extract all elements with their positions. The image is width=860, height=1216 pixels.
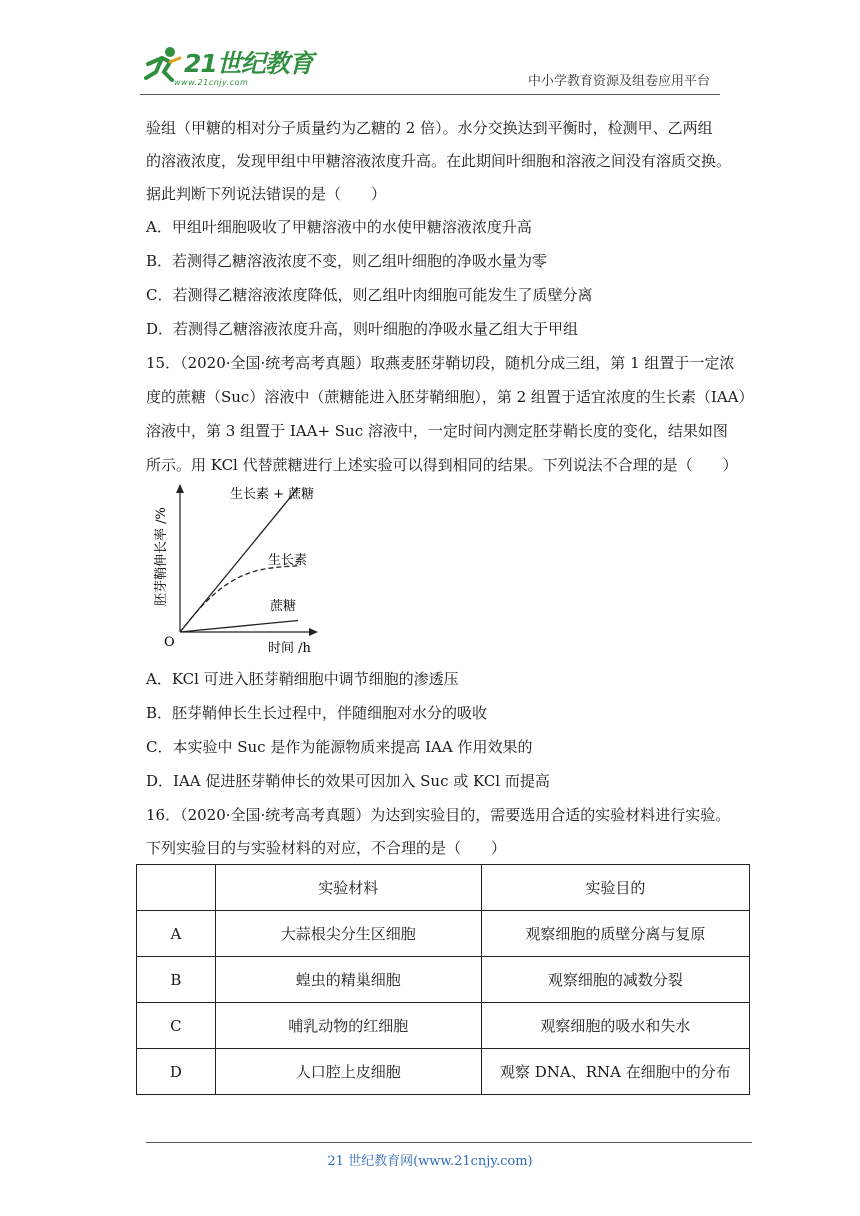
q15-option-a: A．KCl 可进入胚芽鞘细胞中调节细胞的渗透压 (146, 670, 459, 688)
table-row (137, 1003, 750, 1049)
table-header-row (137, 865, 750, 911)
table-row (137, 1049, 750, 1095)
table-cell: 人口腔上皮细胞 (215, 1049, 481, 1095)
table-cell: 大蒜根尖分生区细胞 (215, 911, 481, 957)
table-cell: C (137, 1003, 216, 1049)
q15-line-1: 15．（2020·全国·统考高考真题）取燕麦胚芽鞘切段，随机分成三组，第 1 组置于一定浓 (146, 354, 735, 372)
table-header-cell: 实验材料 (215, 865, 481, 911)
origin-label: O (164, 635, 175, 650)
y-axis-label: 胚芽鞘伸长率 /% (154, 507, 169, 606)
footer-divider (146, 1142, 752, 1143)
q15-option-c: C．本实验中 Suc 是作为能源物质来提高 IAA 作用效果的 (146, 738, 533, 756)
q15-option-b: B．胚芽鞘伸长生长过程中，伴随细胞对水分的吸收 (146, 704, 488, 722)
table-cell: B (137, 957, 216, 1003)
q14-option-b: B．若测得乙糖溶液浓度不变，则乙组叶细胞的净吸水量为零 (146, 252, 548, 270)
q14-option-a: A．甲组叶细胞吸收了甲糖溶液中的水使甲糖溶液浓度升高 (146, 218, 532, 236)
site-logo[interactable] (140, 44, 320, 94)
q15-line-3: 溶液中，第 3 组置于 IAA+ Suc 溶液中，一定时间内测定胚芽鞘长度的变化，结果如图 (146, 422, 728, 440)
q14-option-d: D．若测得乙糖溶液浓度升高，则叶细胞的净吸水量乙组大于甲组 (146, 320, 579, 338)
table-cell: 观察细胞的吸水和失水 (481, 1003, 749, 1049)
growth-chart (150, 478, 330, 658)
q16-line-2: 下列实验目的与实验材料的对应，不合理的是（ ） (146, 839, 507, 857)
logo-url: www.21cnjy.com (174, 78, 249, 87)
table-cell: 哺乳动物的红细胞 (215, 1003, 481, 1049)
table-cell: 蝗虫的精巢细胞 (215, 957, 481, 1003)
q14-line-3: 据此判断下列说法错误的是（ ） (146, 185, 387, 203)
series-label: 生长素 + 蔗糖 (230, 487, 315, 502)
q15-line-4: 所示。用 KCl 代替蔗糖进行上述实验可以得到相同的结果。下列说法不合理的是（ ） (146, 456, 738, 474)
q15-option-d: D．IAA 促进胚芽鞘伸长的效果可因加入 Suc 或 KCl 而提高 (146, 772, 550, 790)
table-cell: A (137, 911, 216, 957)
q16-table (136, 864, 750, 1095)
table-cell: 观察 DNA、RNA 在细胞中的分布 (481, 1049, 749, 1095)
page-header (0, 0, 860, 100)
series-label: 生长素 (268, 553, 308, 568)
table-cell: D (137, 1049, 216, 1095)
platform-title: 中小学教育资源及组卷应用平台 (527, 74, 710, 89)
q15-line-2: 度的蔗糖（Suc）溶液中（蔗糖能进入胚芽鞘细胞），第 2 组置于适宜浓度的生长素（IAA） (146, 388, 754, 406)
q14-option-c: C．若测得乙糖溶液浓度降低，则乙组叶肉细胞可能发生了质壁分离 (146, 286, 593, 304)
table-header-cell (137, 865, 216, 911)
table-row (137, 957, 750, 1003)
q16-line-1: 16．（2020·全国·统考高考真题）为达到实验目的，需要选用合适的实验材料进行实验。 (146, 806, 731, 824)
table-cell: 观察细胞的减数分裂 (481, 957, 749, 1003)
series-line (180, 620, 298, 632)
logo-text: 21世纪教育 (184, 49, 313, 78)
y-axis-arrow (176, 484, 184, 493)
q14-line-2: 的溶液浓度，发现甲组中甲糖溶液浓度升高。在此期间叶细胞和溶液之间没有溶质交换。 (146, 152, 732, 170)
q14-line-1: 验组（甲糖的相对分子质量约为乙糖的 2 倍）。水分交换达到平衡时，检测甲、乙两组 (146, 119, 713, 137)
header-divider (140, 94, 720, 95)
series-label: 蔗糖 (270, 599, 297, 614)
footer-link[interactable]: 21 世纪教育网(www.21cnjy.com) (327, 1154, 533, 1169)
table-header-cell: 实验目的 (481, 865, 749, 911)
x-axis-label: 时间 /h (268, 641, 311, 656)
table-cell: 观察细胞的质壁分离与复原 (481, 911, 749, 957)
x-axis-arrow (309, 628, 318, 636)
table-row (137, 911, 750, 957)
